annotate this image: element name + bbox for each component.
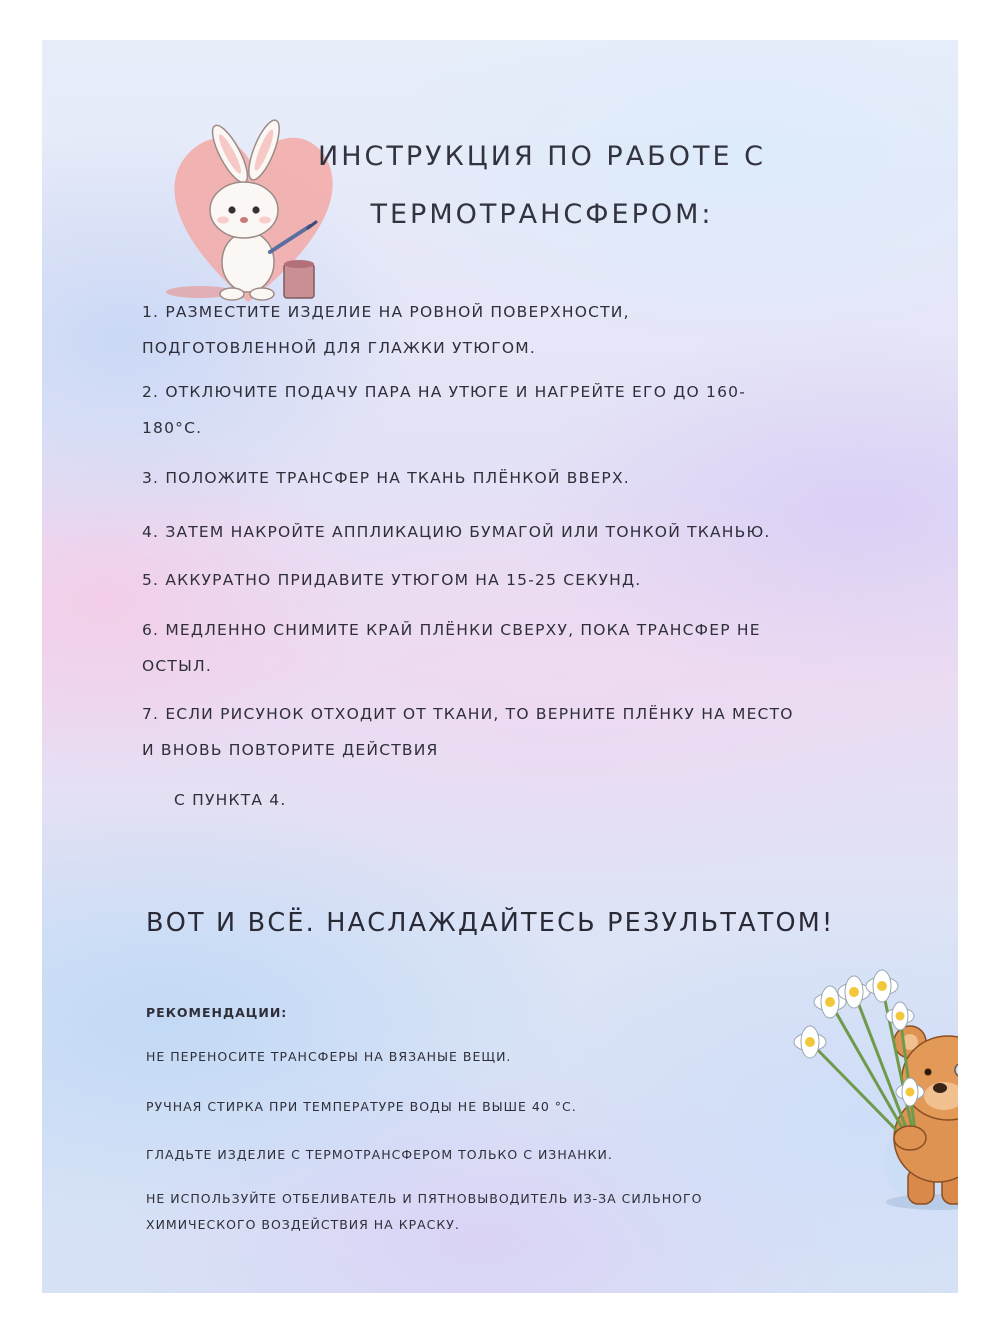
page-title bbox=[272, 128, 812, 244]
step-5-line-1: 5. АККУРАТНО ПРИДАВИТЕ УТЮГОМ НА 15-25 СЕКУНД. bbox=[142, 571, 642, 589]
teddy-bear-with-daisies-icon bbox=[790, 962, 958, 1214]
step-4 bbox=[142, 514, 932, 550]
step-2-line-1: 2. ОТКЛЮЧИТЕ ПОДАЧУ ПАРА НА УТЮГЕ И НАГРЕЙТЕ ЕГО ДО 160- bbox=[142, 383, 747, 401]
recommendation-3-line-1: ГЛАДЬТЕ ИЗДЕЛИЕ С ТЕРМОТРАНСФЕРОМ ТОЛЬКО С ИЗНАНКИ. bbox=[146, 1147, 613, 1162]
title-line-1: ИНСТРУКЦИЯ ПО РАБОТЕ С bbox=[318, 141, 766, 172]
closing-message: ВОТ И ВСЁ. НАСЛАЖДАЙТЕСЬ РЕЗУЛЬТАТОМ! bbox=[146, 908, 835, 938]
recommendations-heading: РЕКОМЕНДАЦИИ: bbox=[146, 1005, 288, 1020]
step-5 bbox=[142, 562, 932, 598]
step-6-line-2: ОСТЫЛ. bbox=[142, 657, 212, 675]
step-2-line-2: 180°С. bbox=[142, 419, 203, 437]
step-1 bbox=[142, 294, 932, 366]
step-1-line-1: 1. РАЗМЕСТИТЕ ИЗДЕЛИЕ НА РОВНОЙ ПОВЕРХНОСТИ, bbox=[142, 303, 630, 321]
step-3 bbox=[142, 460, 932, 496]
recommendation-2-line-1: РУЧНАЯ СТИРКА ПРИ ТЕМПЕРАТУРЕ ВОДЫ НЕ ВЫШЕ 40 °С. bbox=[146, 1099, 577, 1114]
step-1-line-2: ПОДГОТОВЛЕННОЙ ДЛЯ ГЛАЖКИ УТЮГОМ. bbox=[142, 339, 536, 357]
title-line-2: ТЕРМОТРАНСФЕРОМ: bbox=[370, 199, 714, 230]
step-6-line-1: 6. МЕДЛЕННО СНИМИТЕ КРАЙ ПЛЁНКИ СВЕРХУ, ПОКА ТРАНСФЕР НЕ bbox=[142, 621, 761, 639]
step-6 bbox=[142, 612, 932, 684]
step-7-line-2: И ВНОВЬ ПОВТОРИТЕ ДЕЙСТВИЯ bbox=[142, 741, 439, 759]
step-2 bbox=[142, 374, 932, 446]
step-3-line-1: 3. ПОЛОЖИТЕ ТРАНСФЕР НА ТКАНЬ ПЛЁНКОЙ ВВЕРХ. bbox=[142, 469, 630, 487]
step-7-line-1: 7. ЕСЛИ РИСУНОК ОТХОДИТ ОТ ТКАНИ, ТО ВЕРНИТЕ ПЛЁНКУ НА МЕСТО bbox=[142, 705, 794, 723]
step-7-line-3: С ПУНКТА 4. bbox=[174, 791, 287, 809]
step-7 bbox=[142, 696, 932, 818]
recommendation-4-line-1: НЕ ИСПОЛЬЗУЙТЕ ОТБЕЛИВАТЕЛЬ И ПЯТНОВЫВОДИТЕЛЬ ИЗ-ЗА СИЛЬНОГО bbox=[146, 1191, 703, 1206]
instruction-card bbox=[42, 40, 958, 1293]
recommendation-1-line-1: НЕ ПЕРЕНОСИТЕ ТРАНСФЕРЫ НА ВЯЗАНЫЕ ВЕЩИ. bbox=[146, 1049, 512, 1064]
recommendation-4-line-2: ХИМИЧЕСКОГО ВОЗДЕЙСТВИЯ НА КРАСКУ. bbox=[146, 1217, 460, 1232]
step-4-line-1: 4. ЗАТЕМ НАКРОЙТЕ АППЛИКАЦИЮ БУМАГОЙ ИЛИ ТОНКОЙ ТКАНЬЮ. bbox=[142, 523, 771, 541]
